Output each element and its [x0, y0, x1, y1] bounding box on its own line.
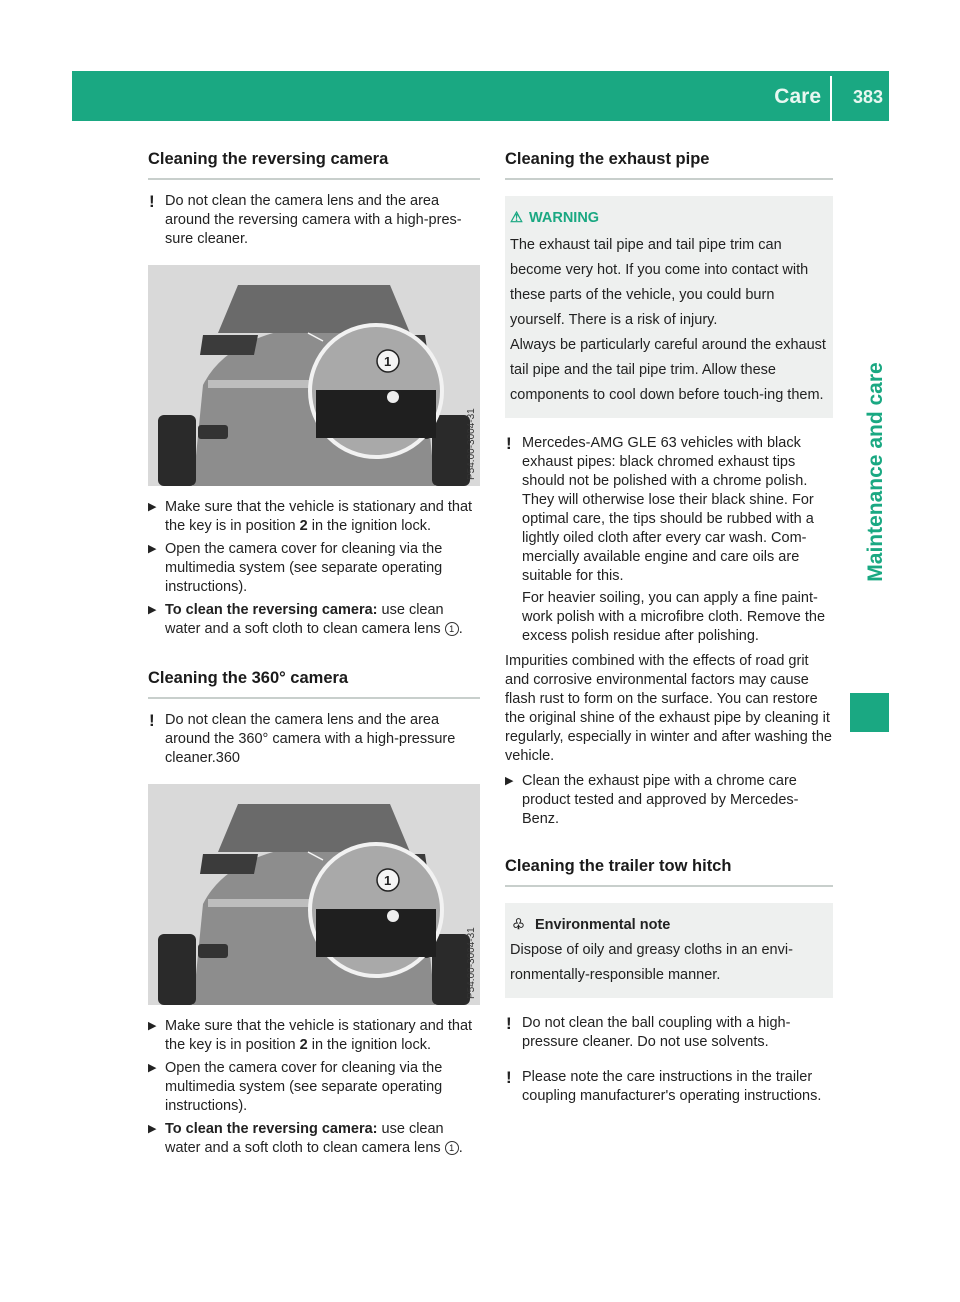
step-text: Clean the exhaust pipe with a chrome care product tested and approved by Mercedes-Benz. — [522, 773, 799, 827]
caution-icon: ! — [506, 1068, 512, 1087]
photo-code: P54.00-3004-31 — [466, 408, 477, 480]
warning-text: The exhaust tail pipe and tail pipe trim can become very hot. If you come into contact with these parts of the vehicle, you could burn yourself. There is a risk of injury. — [510, 237, 809, 328]
environmental-note-title: Environmental note — [535, 917, 671, 933]
heading-reversing-camera: Cleaning the reversing camera — [148, 150, 480, 180]
step-stationary — [148, 1017, 480, 1055]
step-text-end: in the ignition lock. — [311, 1037, 432, 1053]
step-text: use clean water and a soft cloth to clean camera lens — [165, 602, 444, 637]
side-tab — [856, 280, 887, 660]
step-text-end: . — [458, 1140, 463, 1156]
environment-icon: ♧ — [512, 917, 525, 933]
environmental-note-text: Dispose of oily and greasy cloths in an envi-ronmentally-responsible manner. — [510, 942, 793, 983]
warning-text: Always be particularly careful around the exhaust tail pipe and the tail pipe trim. Allow these components to cool down before touch-ing them. — [510, 337, 826, 403]
caution-note — [505, 1068, 833, 1106]
step-arrow-icon: ▶ — [148, 604, 157, 616]
caution-text: Do not clean the ball coupling with a high-pressure cleaner. Do not use solvents. — [522, 1015, 791, 1050]
step-open-cover — [148, 540, 480, 597]
warning-title: WARNING — [529, 210, 600, 226]
step-arrow-icon: ▶ — [148, 543, 157, 555]
step-text: use clean water and a soft cloth to clean camera lens — [165, 1121, 444, 1156]
page-number: 383 — [852, 87, 883, 107]
step-arrow-icon: ▶ — [148, 501, 157, 513]
caution-icon: ! — [506, 434, 512, 453]
caution-note — [148, 711, 480, 768]
step-text: Open the camera cover for cleaning via the multimedia system (see separate operating instructions). — [165, 541, 443, 595]
photo-callout-1: 1 — [384, 354, 392, 369]
side-tab-label: Maintenance and care — [864, 362, 887, 582]
heading-exhaust-pipe: Cleaning the exhaust pipe — [505, 150, 833, 180]
step-arrow-icon: ▶ — [148, 1020, 157, 1032]
step-arrow-icon: ▶ — [505, 775, 514, 787]
left-column — [148, 150, 480, 1158]
caution-text: For heavier soiling, you can apply a fine paint-work polish with a microfibre cloth. Remove the excess polish residue after polishing. — [522, 590, 826, 644]
camera-photo — [148, 265, 480, 486]
caution-text: Mercedes-AMG GLE 63 vehicles with black exhaust pipes: black chromed exhaust tips should not be polished with a chrome polish. They will otherwise lose their black shine. For optimal care, the tips should be rubbed with a lightly oiled cloth after every car wash. Com-mercially available engine and care oils are suitable for this. — [522, 435, 814, 584]
header-divider — [830, 76, 832, 121]
step-open-cover — [148, 1059, 480, 1116]
caution-icon: ! — [149, 192, 155, 211]
warning-triangle-icon: ⚠ — [510, 210, 523, 226]
step-text-end: in the ignition lock. — [311, 518, 432, 534]
key-position: 2 — [299, 1037, 308, 1053]
caution-text: Do not clean the camera lens and the area around the 360° camera with a high-pressure cleaner.360 — [165, 712, 456, 766]
step-bold-label: To clean the reversing camera: — [165, 602, 378, 618]
step-clean — [148, 601, 480, 639]
step-bold-label: To clean the reversing camera: — [165, 1121, 378, 1137]
photo-code: P54.00-3004-31 — [466, 927, 477, 999]
warning-box — [505, 196, 833, 418]
heading-trailer-hitch: Cleaning the trailer tow hitch — [505, 857, 833, 887]
warning-header — [510, 206, 827, 231]
heading-360-camera: Cleaning the 360° camera — [148, 669, 480, 699]
caution-icon: ! — [149, 711, 155, 730]
camera-photo — [148, 784, 480, 1005]
environmental-note-box — [505, 903, 833, 998]
step-arrow-icon: ▶ — [148, 1123, 157, 1135]
callout-number: 1 — [445, 1141, 459, 1155]
caution-note — [505, 1014, 833, 1052]
step-text: Make sure that the vehicle is stationary and that the key is in position — [165, 1018, 473, 1053]
step-text: Open the camera cover for cleaning via the multimedia system (see separate operating instructions). — [165, 1060, 443, 1114]
side-marker — [850, 693, 889, 732]
callout-number: 1 — [445, 622, 459, 636]
body-paragraph: Impurities combined with the effects of road grit and corrosive environmental factors may cause flash rust to form on the surface. You can restore the original shine of the exhaust pipe by cleaning it regularly, especially in winter and after washing the vehicle. — [505, 653, 832, 764]
step-arrow-icon: ▶ — [148, 1062, 157, 1074]
right-column — [505, 150, 833, 1106]
photo-callout-1: 1 — [384, 873, 392, 888]
caution-text: Do not clean the camera lens and the area around the reversing camera with a high-pres-sure cleaner. — [165, 193, 462, 247]
caution-note — [148, 192, 480, 249]
environmental-note-header — [510, 913, 827, 938]
page-header — [72, 71, 889, 121]
car-rear-illustration — [148, 265, 480, 486]
section-title: Care — [774, 85, 821, 108]
caution-icon: ! — [506, 1014, 512, 1033]
step-text: Make sure that the vehicle is stationary and that the key is in position — [165, 499, 473, 534]
step-clean-exhaust — [505, 772, 833, 829]
caution-note — [505, 434, 833, 646]
car-rear-illustration — [148, 784, 480, 1005]
key-position: 2 — [299, 518, 308, 534]
step-stationary — [148, 498, 480, 536]
step-clean — [148, 1120, 480, 1158]
caution-text: Please note the care instructions in the trailer coupling manufacturer's operating instructions. — [522, 1069, 822, 1104]
step-text-end: . — [458, 621, 463, 637]
